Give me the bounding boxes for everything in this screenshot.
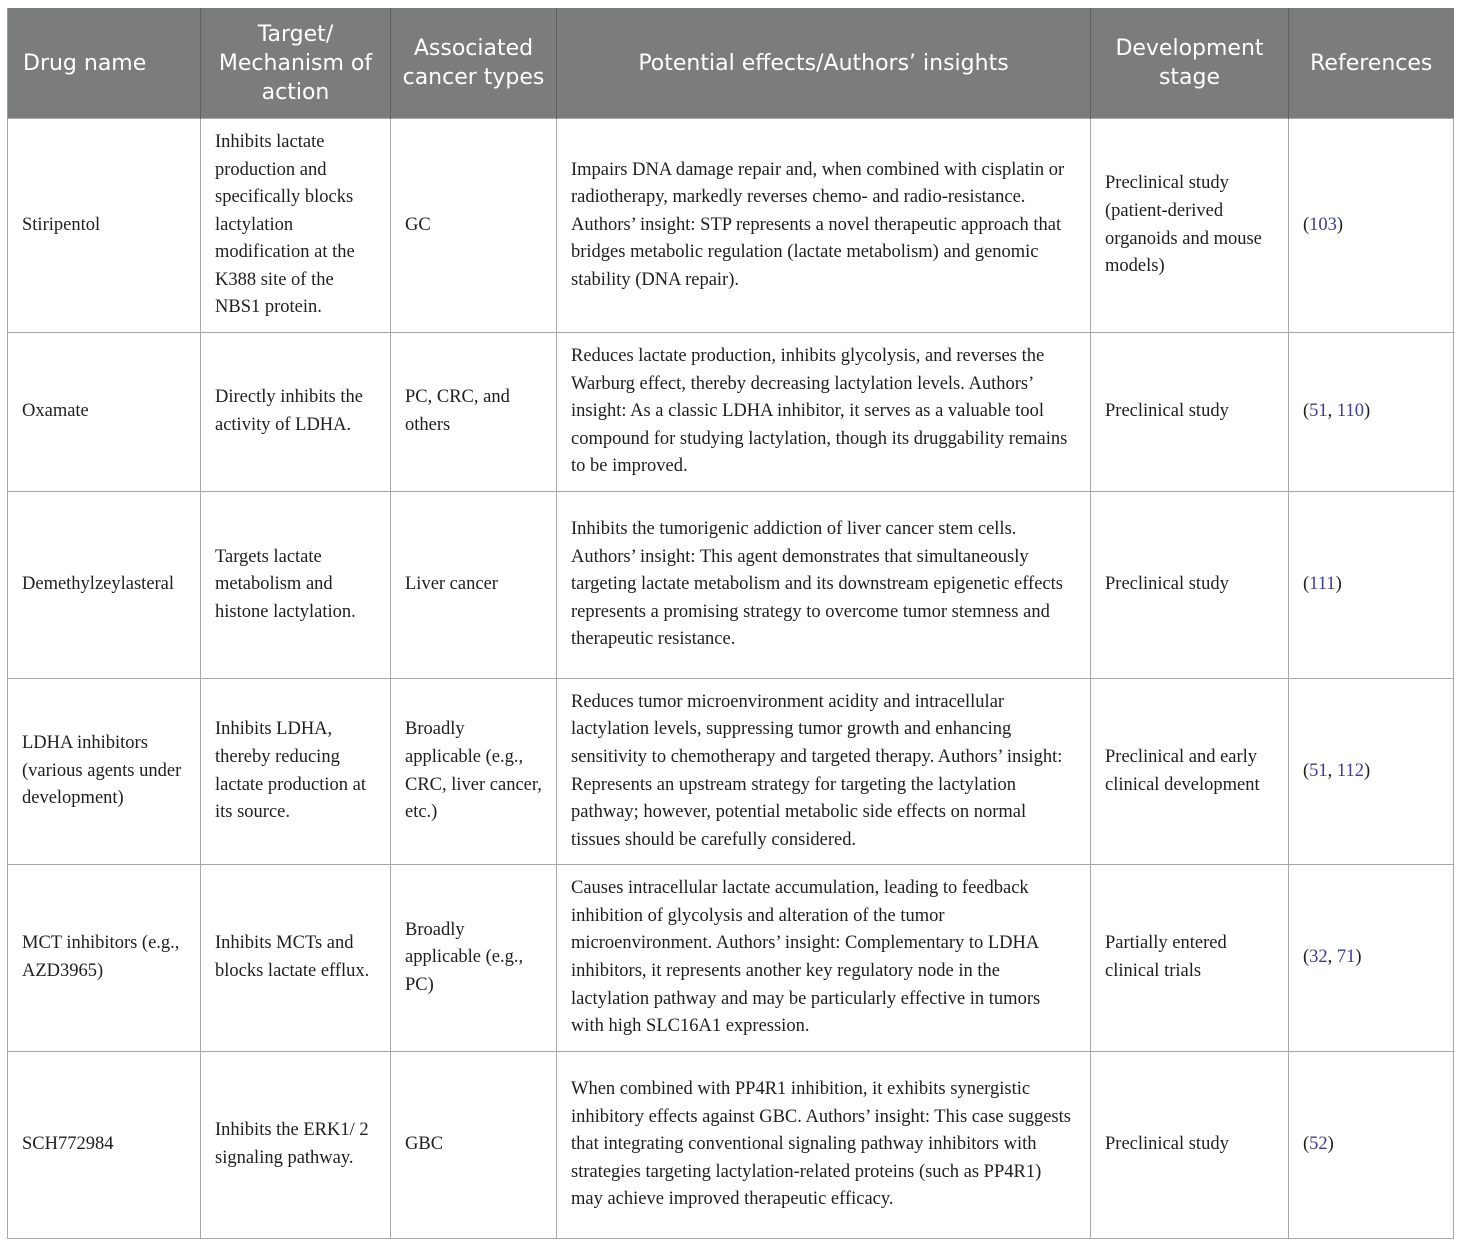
references-cell: (111) (1289, 492, 1454, 679)
cancer-types-cell: Broadly applicable (e.g., CRC, liver cancer, etc.) (391, 679, 557, 865)
target-cell: Directly inhibits the activity of LDHA. (201, 333, 391, 492)
reference-link[interactable]: 51 (1309, 760, 1328, 781)
reference-link[interactable]: 110 (1336, 401, 1364, 422)
references-cell: (32, 71) (1289, 865, 1454, 1052)
effects-cell: Reduces tumor microenvironment acidity and intracellular lactylation levels, suppressing tumor growth and enhancing sensitivity to chemotherapy and targeted therapy. Authors’ insight: Represents an upstream strategy for targeting the lactylation pathway; however, potential metabolic side effects on normal tissues should be carefully considered. (557, 679, 1091, 865)
drug-name-cell: MCT inhibitors (e.g., AZD3965) (8, 865, 201, 1052)
effects-cell: Impairs DNA damage repair and, when combined with cisplatin or radiotherapy, markedly reverses chemo- and radio-resistance. Authors’ insight: STP represents a novel therapeutic approach that bridges metabolic regulation (lactate metabolism) and genomic stability (DNA repair). (557, 119, 1091, 333)
stage-cell: Preclinical and early clinical development (1091, 679, 1289, 865)
drug-name-cell: LDHA inhibitors (various agents under development) (8, 679, 201, 865)
header-target: Target/ Mechanism of action (201, 8, 391, 119)
header-stage: Development stage (1091, 8, 1289, 119)
reference-link[interactable]: 71 (1336, 947, 1356, 968)
target-cell: Inhibits MCTs and blocks lactate efflux. (201, 865, 391, 1052)
effects-cell: When combined with PP4R1 inhibition, it exhibits synergistic inhibitory effects against GBC. Authors’ insight: This case suggests that integrating conventional signaling pathway inhibitors with strategies targeting lactylation-related proteins (such as PP4R1) may achieve improved therapeutic efficacy. (557, 1052, 1091, 1239)
reference-link[interactable]: 103 (1309, 214, 1337, 235)
target-cell: Inhibits the ERK1/ 2 signaling pathway. (201, 1052, 391, 1239)
table-row (8, 333, 1454, 492)
reference-link[interactable]: 51 (1309, 401, 1328, 422)
target-cell: Inhibits lactate production and specifically blocks lactylation modification at the K388 site of the NBS1 protein. (201, 119, 391, 333)
drug-name-cell: SCH772984 (8, 1052, 201, 1239)
header-effects: Potential effects/Authors’ insights (557, 8, 1091, 119)
table-row (8, 119, 1454, 333)
target-cell: Inhibits LDHA, thereby reducing lactate production at its source. (201, 679, 391, 865)
header-drug-name: Drug name (8, 8, 201, 119)
stage-cell: Preclinical study (1091, 333, 1289, 492)
reference-link[interactable]: 112 (1336, 760, 1364, 781)
header-cancer-types: Associated cancer types (391, 8, 557, 119)
effects-cell: Reduces lactate production, inhibits glycolysis, and reverses the Warburg effect, thereby decreasing lactylation levels. Authors’ insight: As a classic LDHA inhibitor, it serves as a valuable tool compound for studying lactylation, though its druggability remains to be improved. (557, 333, 1091, 492)
effects-cell: Causes intracellular lactate accumulation, leading to feedback inhibition of glycolysis and alteration of the tumor microenvironment. Authors’ insight: Complementary to LDHA inhibitors, it represents another key regulatory node in the lactylation pathway and may be particularly effective in tumors with high SLC16A1 expression. (557, 865, 1091, 1052)
references-cell: (52) (1289, 1052, 1454, 1239)
table-row (8, 679, 1454, 865)
cancer-types-cell: Liver cancer (391, 492, 557, 679)
effects-cell: Inhibits the tumorigenic addiction of liver cancer stem cells. Authors’ insight: This agent demonstrates that simultaneously targeting lactate metabolism and its downstream epigenetic effects represents a promising strategy to overcome tumor stemness and therapeutic resistance. (557, 492, 1091, 679)
table-row (8, 865, 1454, 1052)
cancer-types-cell: GBC (391, 1052, 557, 1239)
table-row (8, 492, 1454, 679)
drug-table (7, 8, 1454, 1239)
reference-link[interactable]: 52 (1309, 1134, 1328, 1155)
drug-name-cell: Stiripentol (8, 119, 201, 333)
cancer-types-cell: Broadly applicable (e.g., PC) (391, 865, 557, 1052)
header-row (8, 8, 1454, 119)
table-row (8, 1052, 1454, 1239)
reference-link[interactable]: 111 (1309, 574, 1336, 595)
references-cell: (103) (1289, 119, 1454, 333)
header-references: References (1289, 8, 1454, 119)
stage-cell: Preclinical study (1091, 492, 1289, 679)
stage-cell: Partially entered clinical trials (1091, 865, 1289, 1052)
references-cell: (51, 110) (1289, 333, 1454, 492)
target-cell: Targets lactate metabolism and histone lactylation. (201, 492, 391, 679)
references-cell: (51, 112) (1289, 679, 1454, 865)
drug-name-cell: Oxamate (8, 333, 201, 492)
drug-name-cell: Demethylzeylasteral (8, 492, 201, 679)
cancer-types-cell: GC (391, 119, 557, 333)
reference-link[interactable]: 32 (1309, 947, 1328, 968)
cancer-types-cell: PC, CRC, and others (391, 333, 557, 492)
stage-cell: Preclinical study (1091, 1052, 1289, 1239)
stage-cell: Preclinical study (patient-derived organoids and mouse models) (1091, 119, 1289, 333)
